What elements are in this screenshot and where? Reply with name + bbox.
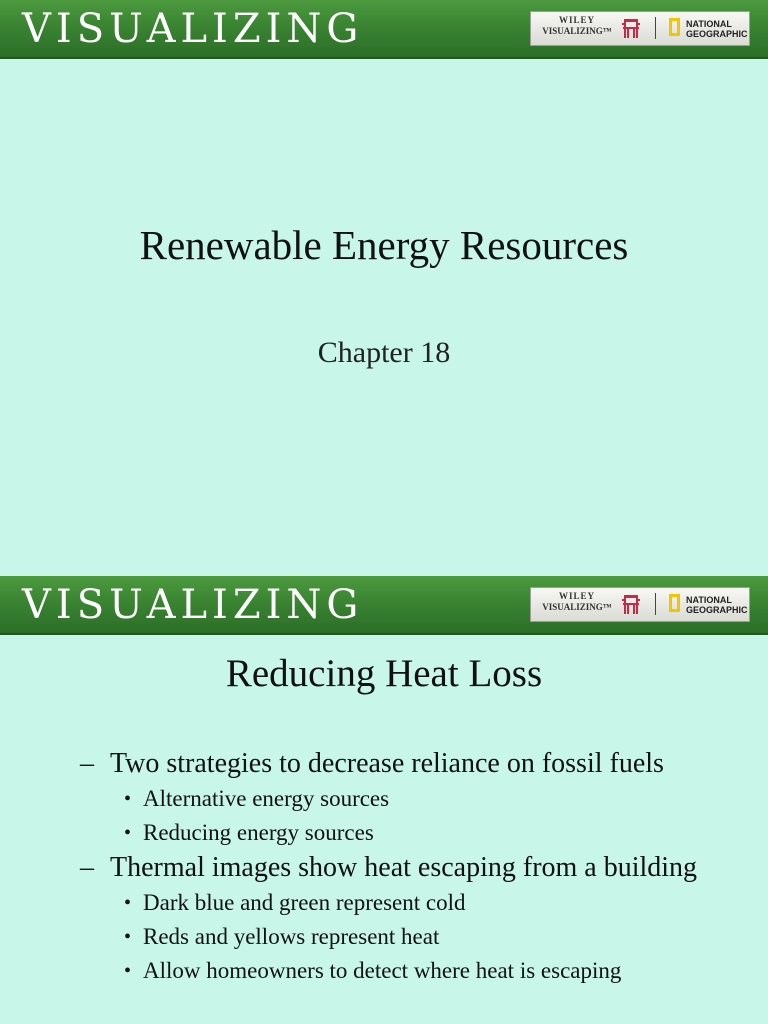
bullet-text: Reducing energy sources [143, 820, 374, 845]
bullet-text: Allow homeowners to detect where heat is escaping [143, 958, 622, 983]
national-geographic-icon [669, 594, 680, 612]
logo-national-text: NATIONAL [686, 595, 732, 605]
logo-national-text: NATIONAL [686, 19, 732, 29]
bullet-level2 [80, 784, 740, 814]
national-geographic-logo [686, 19, 748, 39]
dot-glyph: • [124, 788, 132, 810]
dash-glyph: – [80, 748, 94, 779]
logo-wiley-text: WILEY [558, 591, 595, 601]
slide-title: Renewable Energy Resources [139, 222, 629, 268]
dot-glyph: • [124, 960, 132, 982]
dash-glyph: – [80, 852, 94, 883]
national-geographic-icon [669, 18, 680, 36]
bullet-level1 [80, 748, 740, 780]
chair-icon [619, 592, 643, 616]
logo-geographic-text: GEOGRAPHIC [686, 605, 748, 615]
slide-content-page [0, 576, 768, 1024]
bullet-level2 [80, 922, 740, 952]
publisher-logo [530, 11, 750, 46]
logo-divider [655, 17, 656, 39]
logo-visualizing-text: VISUALIZING™ [542, 26, 612, 36]
bullet-text: Dark blue and green represent cold [143, 890, 466, 915]
bullet-level2 [80, 888, 740, 918]
national-geographic-logo [686, 595, 748, 615]
bullet-list [80, 748, 740, 990]
bullet-text: Reds and yellows represent heat [143, 924, 440, 949]
logo-geographic-text: GEOGRAPHIC [686, 29, 748, 39]
logo-divider [655, 593, 656, 615]
bullet-text: Alternative energy sources [143, 786, 390, 811]
wiley-visualizing-logo [539, 15, 615, 37]
dot-glyph: • [124, 892, 132, 914]
banner [0, 576, 768, 635]
banner [0, 0, 768, 59]
slide-subtitle: Chapter 18 [317, 336, 451, 369]
bullet-level2 [80, 818, 740, 848]
chair-icon [619, 16, 643, 40]
logo-wiley-text: WILEY [558, 15, 595, 25]
slide-title: Reducing Heat Loss [225, 652, 543, 695]
banner-title: VISUALIZING [22, 6, 364, 52]
bullet-level2 [80, 956, 740, 986]
wiley-visualizing-logo [539, 591, 615, 613]
dot-glyph: • [124, 926, 132, 948]
logo-visualizing-text: VISUALIZING™ [542, 602, 612, 612]
publisher-logo [530, 587, 750, 622]
bullet-text: Two strategies to decrease reliance on fossil fuels [110, 748, 664, 779]
bullet-level1 [80, 852, 740, 884]
bullet-text: Thermal images show heat escaping from a building [110, 852, 698, 883]
banner-title: VISUALIZING [22, 582, 364, 628]
dot-glyph: • [124, 822, 132, 844]
